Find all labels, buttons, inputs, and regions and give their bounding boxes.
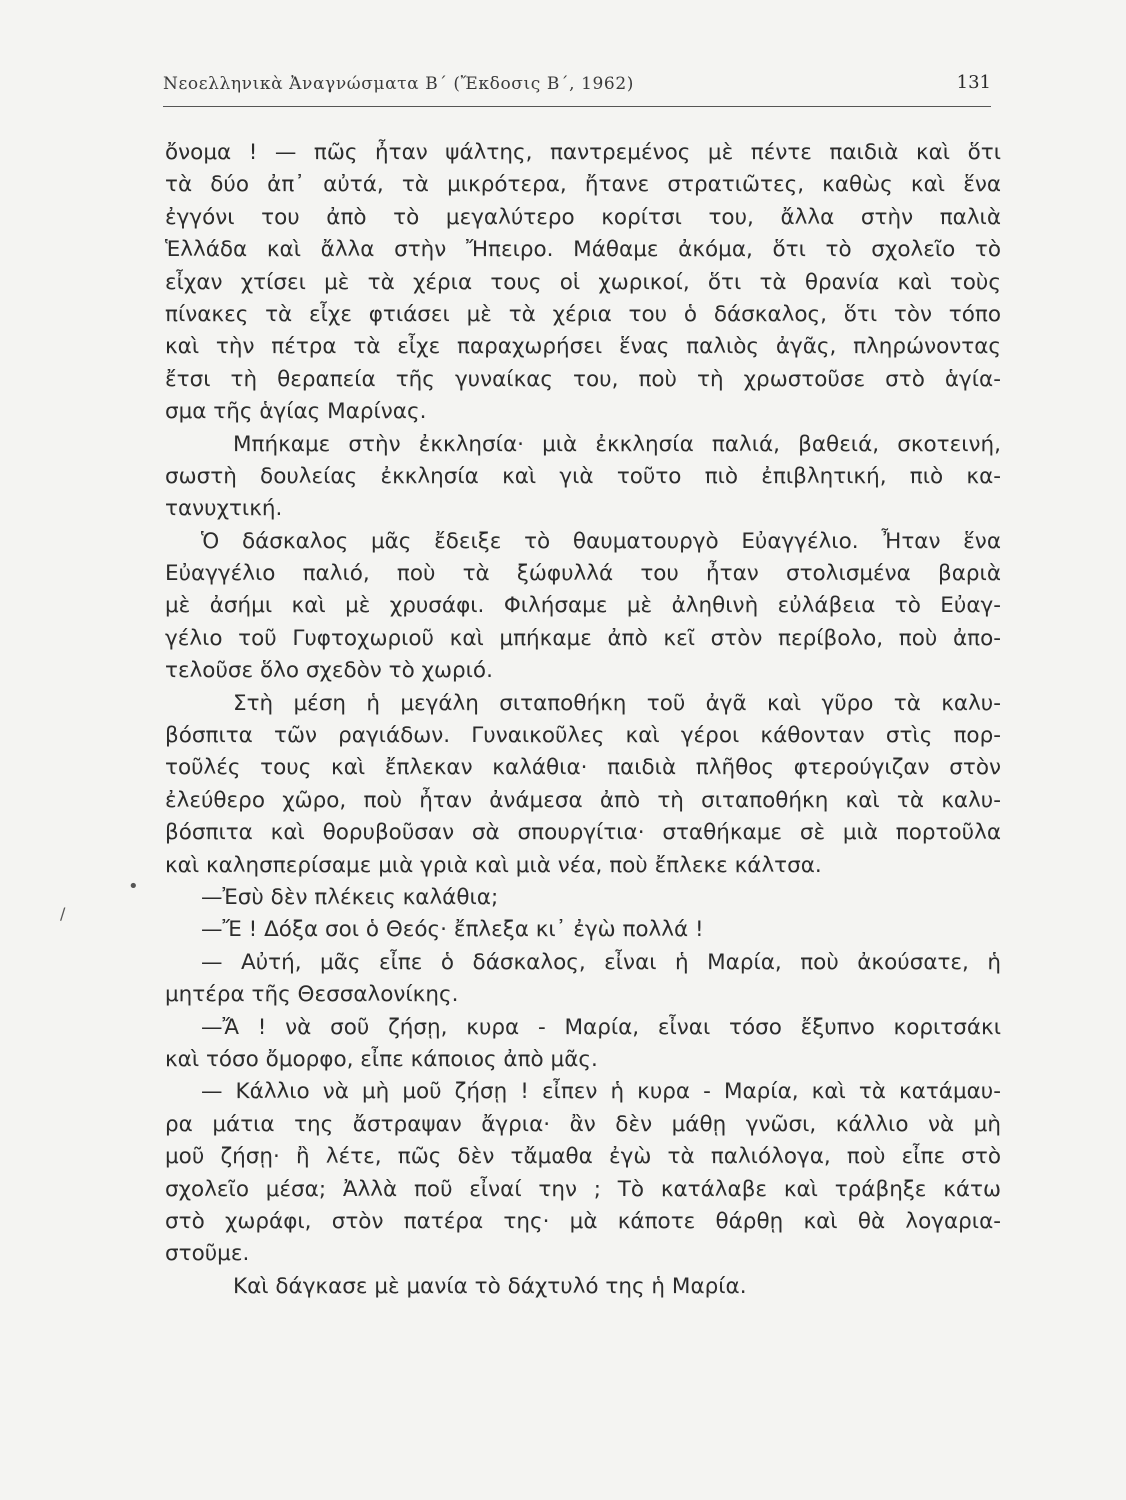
text-line: στὸ χωράφι, στὸν πατέρα της· μὰ κάποτε θάρθῃ καὶ θὰ λογαρια- bbox=[165, 1208, 1001, 1234]
text-line: Καὶ δάγκασε μὲ μανία τὸ δάχτυλό της ἡ Μαρία. bbox=[233, 1273, 747, 1299]
text-line: ἐγγόνι του ἀπὸ τὸ μεγαλύτερο κορίτσι του, ἄλλα στὴν παλιὰ bbox=[165, 204, 1001, 230]
dialogue-line: —Ἐσὺ δὲν πλέκεις καλάθια; bbox=[201, 884, 499, 910]
text-line: καὶ καλησπερίσαμε μιὰ γριὰ καὶ μιὰ νέα, ποὺ ἔπλεκε κάλτσα. bbox=[165, 852, 822, 878]
page-number: 131 bbox=[956, 72, 991, 93]
text-line: μὲ ἀσήμι καὶ μὲ χρυσάφι. Φιλήσαμε μὲ ἀληθινὴ εὐλάβεια τὸ Εὐαγ- bbox=[165, 593, 1001, 619]
text-line: ἔτσι τὴ θεραπεία τῆς γυναίκας του, ποὺ τὴ χρωστοῦσε στὸ ἁγία- bbox=[165, 366, 1001, 392]
text-line: ὄνομα ! — πῶς ἦταν ψάλτης, παντρεμένος μὲ πέντε παιδιὰ καὶ ὅτι bbox=[165, 140, 1001, 165]
text-line: ἐλεύθερο χῶρο, ποὺ ἦταν ἀνάμεσα ἀπὸ τὴ σιταποθήκη καὶ τὰ καλυ- bbox=[165, 787, 1001, 813]
text-line: μοῦ ζήσῃ· ἢ λέτε, πῶς δὲν τἄμαθα ἐγὼ τὰ παλιόλογα, ποὺ εἶπε στὸ bbox=[165, 1144, 1001, 1170]
text-line: Εὐαγγέλιο παλιό, ποὺ τὰ ξώφυλλά του ἦταν στολισμένα βαριὰ bbox=[165, 561, 1001, 587]
dialogue-line: —Ἄ ! νὰ σοῦ ζήσῃ, κυρα - Μαρία, εἶναι τόσο ἔξυπνο κοριτσάκι bbox=[201, 1014, 1001, 1040]
dialogue-line: — Αὐτή, μᾶς εἶπε ὁ δάσκαλος, εἶναι ἡ Μαρία, ποὺ ἀκούσατε, ἡ bbox=[201, 949, 1001, 975]
text-line: καὶ τὴν πέτρα τὰ εἶχε παραχωρήσει ἕνας παλιὸς ἀγᾶς, πληρώνοντας bbox=[165, 334, 1001, 360]
text-line: τὰ δύο ἀπ᾽ αὐτά, τὰ μικρότερα, ἤτανε στρατιῶτες, καθὼς καὶ ἕνα bbox=[165, 172, 1001, 198]
dialogue-line: —Ἔ ! Δόξα σοι ὁ Θεός· ἔπλεξα κι᾽ ἐγὼ πολλά ! bbox=[201, 917, 704, 943]
text-line: καὶ τόσο ὄμορφο, εἶπε κάποιος ἀπὸ μᾶς. bbox=[165, 1046, 598, 1072]
page-header bbox=[163, 70, 991, 107]
body-text bbox=[165, 137, 1001, 1303]
margin-dot: • bbox=[128, 876, 139, 897]
text-line: ρα μάτια της ἄστραψαν ἄγρια· ἂν δὲν μάθῃ γνῶσι, κάλλιο νὰ μὴ bbox=[165, 1111, 1001, 1137]
text-line: μητέρα τῆς Θεσσαλονίκης. bbox=[165, 982, 459, 1008]
text-line: εἶχαν χτίσει μὲ τὰ χέρια τους οἱ χωρικοί, ὅτι τὰ θρανία καὶ τοὺς bbox=[165, 269, 1001, 295]
text-line: σωστὴ δουλείας ἐκκλησία καὶ γιὰ τοῦτο πιὸ ἐπιβλητική, πιὸ κα- bbox=[165, 463, 1001, 489]
text-line: τοῦλές τους καὶ ἔπλεκαν καλάθια· παιδιὰ πλῆθος φτερούγιζαν στὸν bbox=[165, 755, 1001, 781]
text-line: Ἑλλάδα καὶ ἄλλα στὴν Ἤπειρο. Μάθαμε ἀκόμα, ὅτι τὸ σχολεῖο τὸ bbox=[165, 237, 1001, 263]
text-line: βόσπιτα καὶ θορυβοῦσαν σὰ σπουργίτια· σταθήκαμε σὲ μιὰ πορτοῦλα bbox=[165, 820, 1001, 846]
text-line: τανυχτική. bbox=[165, 496, 283, 522]
text-line: Μπήκαμε στὴν ἐκκλησία· μιὰ ἐκκλησία παλιά, βαθειά, σκοτεινή, bbox=[233, 431, 1001, 457]
text-line: τελοῦσε ὅλο σχεδὸν τὸ χωριό. bbox=[165, 658, 493, 684]
text-line: Στὴ μέση ἡ μεγάλη σιταποθήκη τοῦ ἀγᾶ καὶ γῦρο τὰ καλυ- bbox=[233, 690, 1001, 716]
text-line: σμα τῆς ἁγίας Μαρίνας. bbox=[165, 399, 427, 425]
running-title: Νεοελληνικὰ Ἀναγνώσματα Β΄ (Ἔκδοσις Β΄, 1962) bbox=[163, 74, 634, 94]
text-line: γέλιο τοῦ Γυφτοχωριοῦ καὶ μπήκαμε ἀπὸ κεῖ στὸν περίβολο, ποὺ ἀπο- bbox=[165, 625, 1001, 651]
text-line: σχολεῖο μέσα; Ἀλλὰ ποῦ εἶναί την ; Τὸ κατάλαβε καὶ τράβηξε κάτω bbox=[165, 1176, 1001, 1202]
text-line: πίνακες τὰ εἶχε φτιάσει μὲ τὰ χέρια του ὁ δάσκαλος, ὅτι τὸν τόπο bbox=[165, 301, 1001, 327]
text-line: Ὁ δάσκαλος μᾶς ἔδειξε τὸ θαυματουργὸ Εὐαγγέλιο. Ἦταν ἕνα bbox=[201, 528, 1001, 554]
dialogue-line: — Κάλλιο νὰ μὴ μοῦ ζήσῃ ! εἶπεν ἡ κυρα - Μαρία, καὶ τὰ κατάμαυ- bbox=[201, 1079, 1001, 1105]
text-line: στοῦμε. bbox=[165, 1241, 250, 1267]
text-line: βόσπιτα τῶν ραγιάδων. Γυναικοῦλες καὶ γέροι κάθονταν στὶς πορ- bbox=[165, 723, 1001, 749]
margin-tick: / bbox=[60, 904, 66, 923]
